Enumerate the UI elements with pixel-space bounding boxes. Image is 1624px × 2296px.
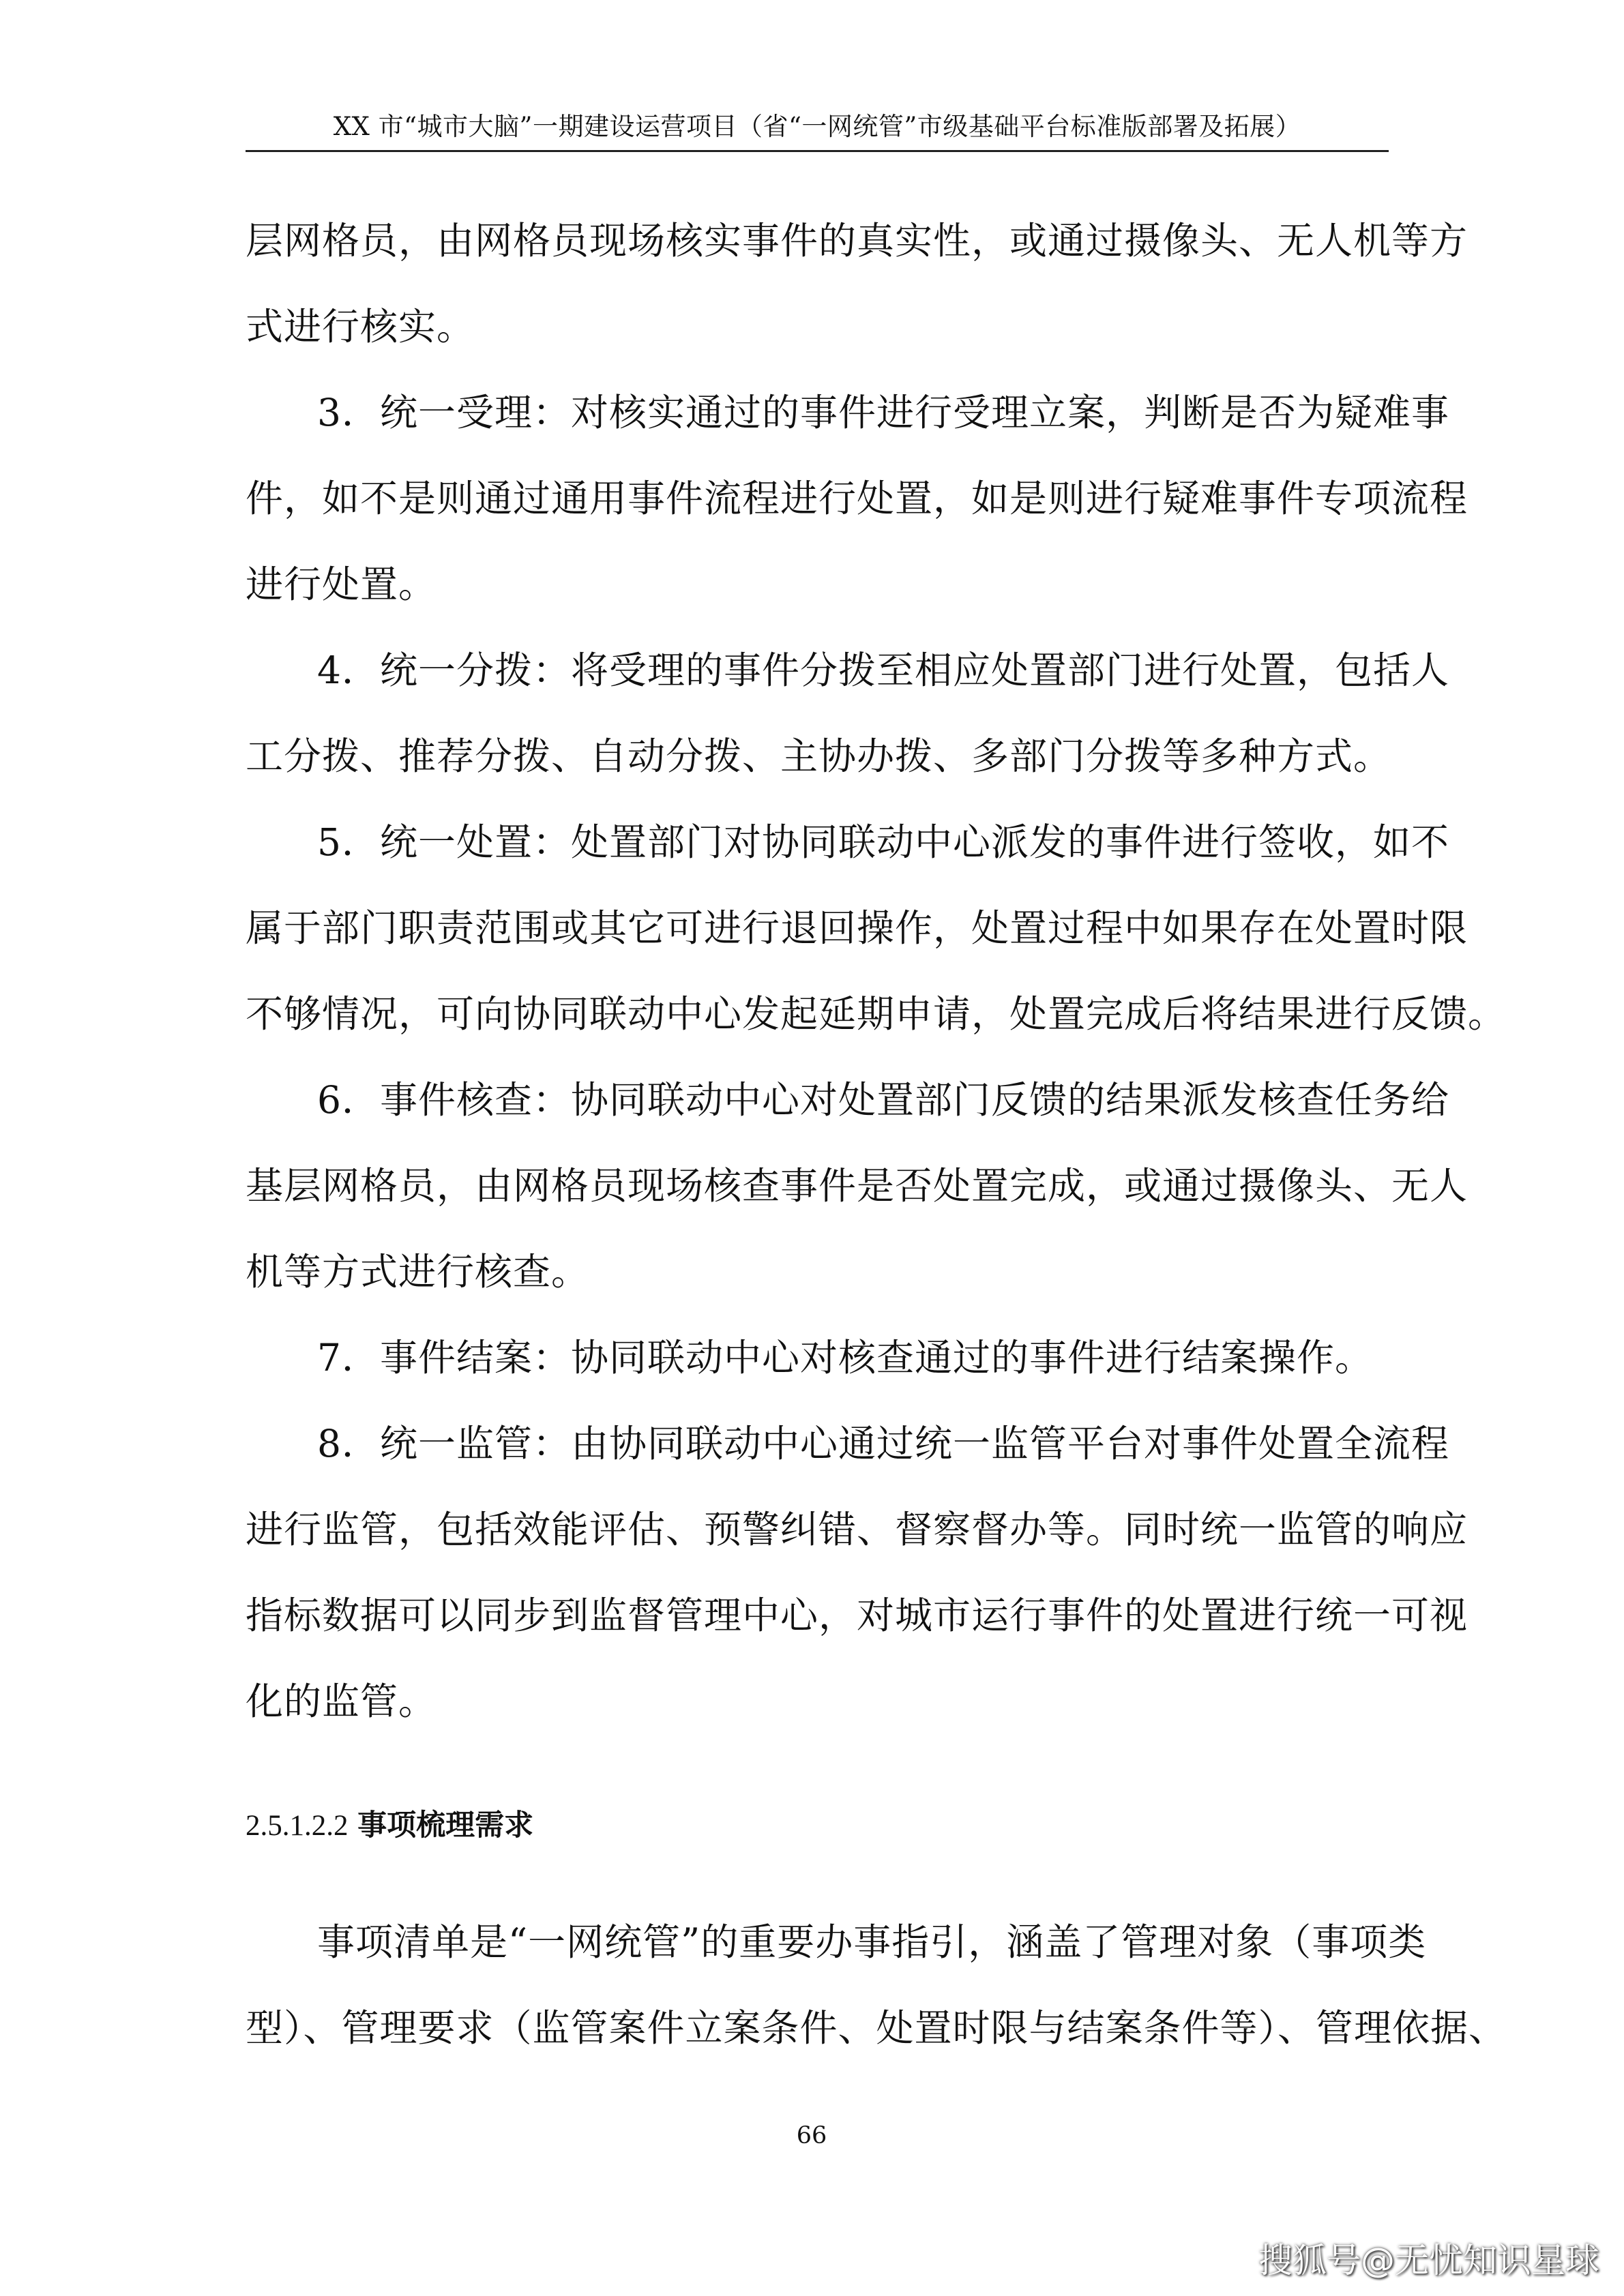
- body-line: 基层网格员，由网格员现场核查事件是否处置完成，或通过摄像头、无人: [246, 1164, 1468, 1208]
- body-line: 化的监管。: [246, 1680, 437, 1723]
- body-line: 属于部门职责范围或其它可进行退回操作，处置过程中如果存在处置时限: [246, 906, 1468, 950]
- body-line: 进行处置。: [246, 563, 437, 606]
- section-paragraph-line: 型）、管理要求（监管案件立案条件、处置时限与结案条件等）、管理依据、: [246, 2006, 1507, 2050]
- list-item-6-line: 6．事件核查：协同联动中心对处置部门反馈的结果派发核查任务给: [317, 1078, 1449, 1122]
- page-header: XX 市“城市大脑”一期建设运营项目（省“一网统管”市级基础平台标准版部署及拓展）: [333, 112, 1301, 141]
- section-title: 事项梳理需求: [357, 1808, 534, 1843]
- list-item-7-line: 7．事件结案：协同联动中心对核查通过的事件进行结案操作。: [317, 1336, 1373, 1380]
- body-line: 式进行核实。: [246, 305, 475, 348]
- list-item-8-line: 8．统一监管：由协同联动中心通过统一监管平台对事件处置全流程: [317, 1422, 1449, 1465]
- section-paragraph-line: 事项清单是“一网统管”的重要办事指引，涵盖了管理对象（事项类: [317, 1920, 1427, 1964]
- body-line: 层网格员，由网格员现场核实事件的真实性，或通过摄像头、无人机等方: [246, 219, 1468, 263]
- list-item-5-line: 5．统一处置：处置部门对协同联动中心派发的事件进行签收，如不: [317, 820, 1449, 864]
- body-line: 机等方式进行核查。: [246, 1250, 590, 1294]
- body-line: 指标数据可以同步到监督管理中心，对城市运行事件的处置进行统一可视: [246, 1594, 1468, 1637]
- body-line: 件，如不是则通过通用事件流程进行处置，如是则进行疑难事件专项流程: [246, 477, 1468, 520]
- body-line: 工分拨、推荐分拨、自动分拨、主协办拨、多部门分拨等多种方式。: [246, 734, 1392, 778]
- list-item-4-line: 4．统一分拨：将受理的事件分拨至相应处置部门进行处置，包括人: [317, 648, 1449, 692]
- section-number: 2.5.1.2.2: [246, 1810, 349, 1842]
- body-line: 进行监管，包括效能评估、预警纠错、督察督办等。同时统一监管的响应: [246, 1508, 1468, 1551]
- list-item-3-line: 3．统一受理：对核实通过的事件进行受理立案，判断是否为疑难事: [317, 391, 1449, 434]
- header-divider: [246, 150, 1389, 152]
- page-number: 66: [796, 2122, 827, 2149]
- watermark-text: 搜狐号@无忧知识星球: [1258, 2241, 1599, 2280]
- section-heading: [246, 1806, 533, 1845]
- body-line: 不够情况，可向协同联动中心发起延期申请，处置完成后将结果进行反馈。: [246, 992, 1507, 1036]
